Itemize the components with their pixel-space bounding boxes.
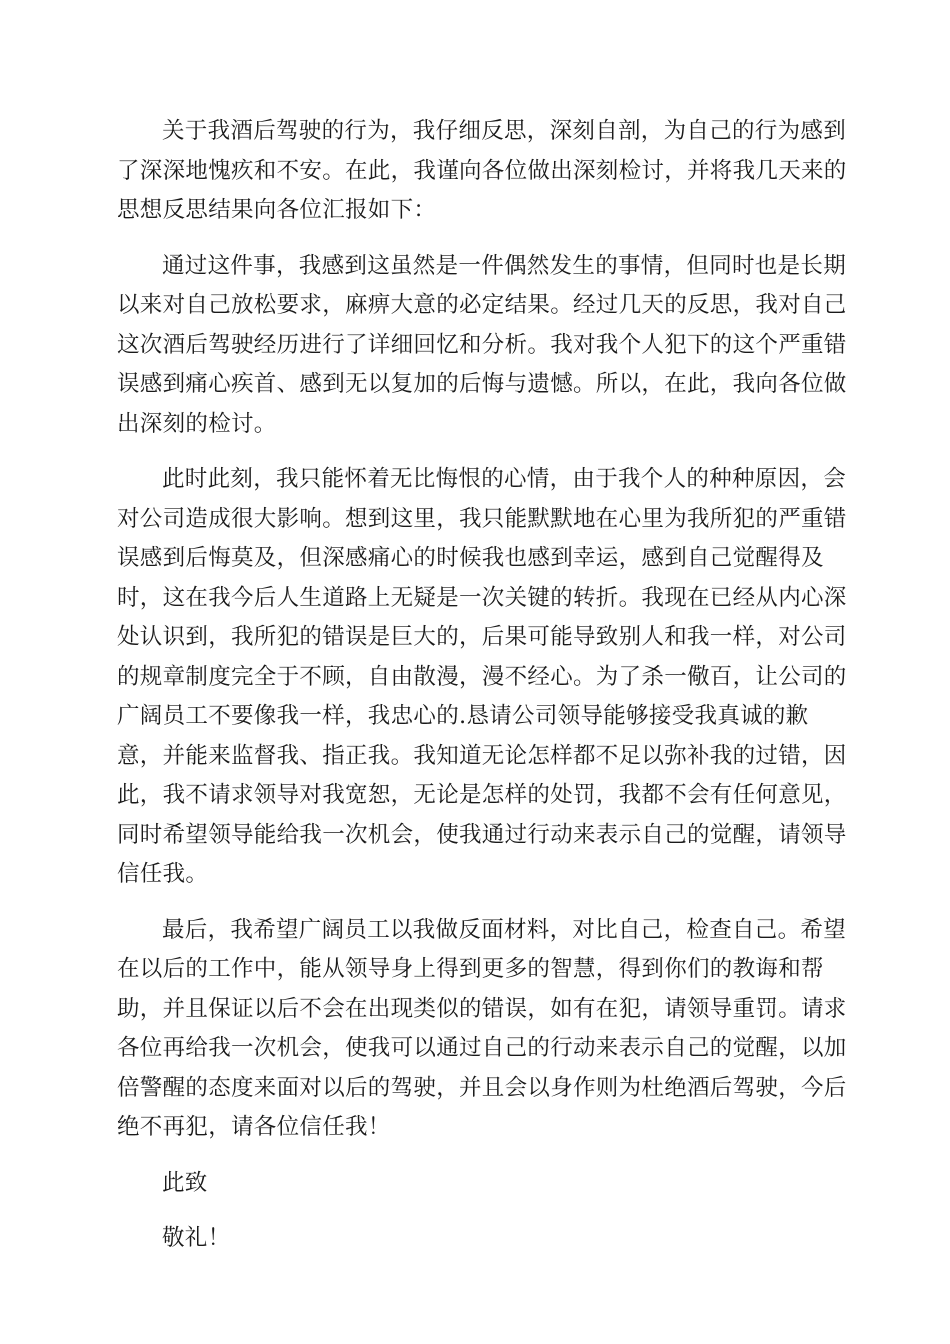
text-line: 信任我。 bbox=[117, 861, 209, 887]
text-line: 广阔员工不要像我一样，我忠心的.恳请公司领导能够接受我真诚的歉 bbox=[117, 703, 809, 729]
text-line: 以来对自己放松要求，麻痹大意的必定结果。经过几天的反思，我对自己 bbox=[117, 292, 847, 318]
text-line: 绝不再犯，请各位信任我！ bbox=[117, 1114, 391, 1140]
paragraph-2 bbox=[117, 247, 847, 445]
closing-line-1: 此致 bbox=[162, 1169, 208, 1196]
text-line: 此，我不请求领导对我宽恕，无论是怎样的处罚，我都不会有任何意见， bbox=[117, 782, 847, 808]
text-line: 出深刻的检讨。 bbox=[117, 410, 277, 437]
text-line: 各位再给我一次机会，使我可以通过自己的行动来表示自己的觉醒，以加 bbox=[117, 1035, 847, 1061]
text-line: 最后，我希望广阔员工以我做反面材料，对比自己，检查自己。希望 bbox=[162, 916, 847, 943]
text-line: 思想反思结果向各位汇报如下： bbox=[117, 197, 437, 223]
document-body bbox=[117, 112, 847, 1275]
closing-line-2: 敬礼！ bbox=[162, 1225, 231, 1251]
text-line: 对公司造成很大影响。想到这里，我只能默默地在心里为我所犯的严重错 bbox=[117, 505, 847, 532]
paragraph-1 bbox=[117, 112, 847, 231]
text-line: 此时此刻，我只能怀着无比悔恨的心情，由于我个人的种种原因，会 bbox=[162, 466, 847, 492]
text-line: 同时希望领导能给我一次机会，使我通过行动来表示自己的觉醒，请领导 bbox=[117, 821, 847, 848]
text-line: 意，并能来监督我、指正我。我知道无论怎样都不足以弥补我的过错，因 bbox=[117, 742, 847, 769]
text-line: 误感到后悔莫及，但深感痛心的时候我也感到幸运，感到自己觉醒得及 bbox=[117, 545, 824, 571]
text-line: 了深深地愧疚和不安。在此，我谨向各位做出深刻检讨，并将我几天来的 bbox=[117, 157, 847, 184]
text-line: 助，并且保证以后不会在出现类似的错误，如有在犯，请领导重罚。请求 bbox=[117, 995, 847, 1022]
text-line: 处认识到，我所犯的错误是巨大的，后果可能导致别人和我一样，对公司 bbox=[117, 624, 847, 650]
closing-salutation bbox=[117, 1164, 837, 1204]
text-line: 这次酒后驾驶经历进行了详细回忆和分析。我对我个人犯下的这个严重错 bbox=[117, 331, 847, 358]
text-line: 误感到痛心疾首、感到无以复加的后悔与遗憾。所以，在此，我向各位做 bbox=[117, 371, 847, 397]
text-line: 的规章制度完全于不顾，自由散漫，漫不经心。为了杀一儆百，让公司的 bbox=[117, 663, 847, 690]
text-line: 通过这件事，我感到这虽然是一件偶然发生的事情，但同时也是长期 bbox=[162, 252, 847, 279]
paragraph-3 bbox=[117, 460, 847, 895]
paragraph-4 bbox=[117, 911, 847, 1148]
text-line: 倍警醒的态度来面对以后的驾驶，并且会以身作则为杜绝酒后驾驶，今后 bbox=[117, 1074, 847, 1101]
text-line: 关于我酒后驾驶的行为，我仔细反思，深刻自剖，为自己的行为感到 bbox=[162, 118, 847, 144]
closing-regards bbox=[117, 1219, 837, 1259]
text-line: 时，这在我今后人生道路上无疑是一次关键的转折。我现在已经从内心深 bbox=[117, 584, 847, 611]
text-line: 在以后的工作中，能从领导身上得到更多的智慧，得到你们的教诲和帮 bbox=[117, 956, 824, 982]
